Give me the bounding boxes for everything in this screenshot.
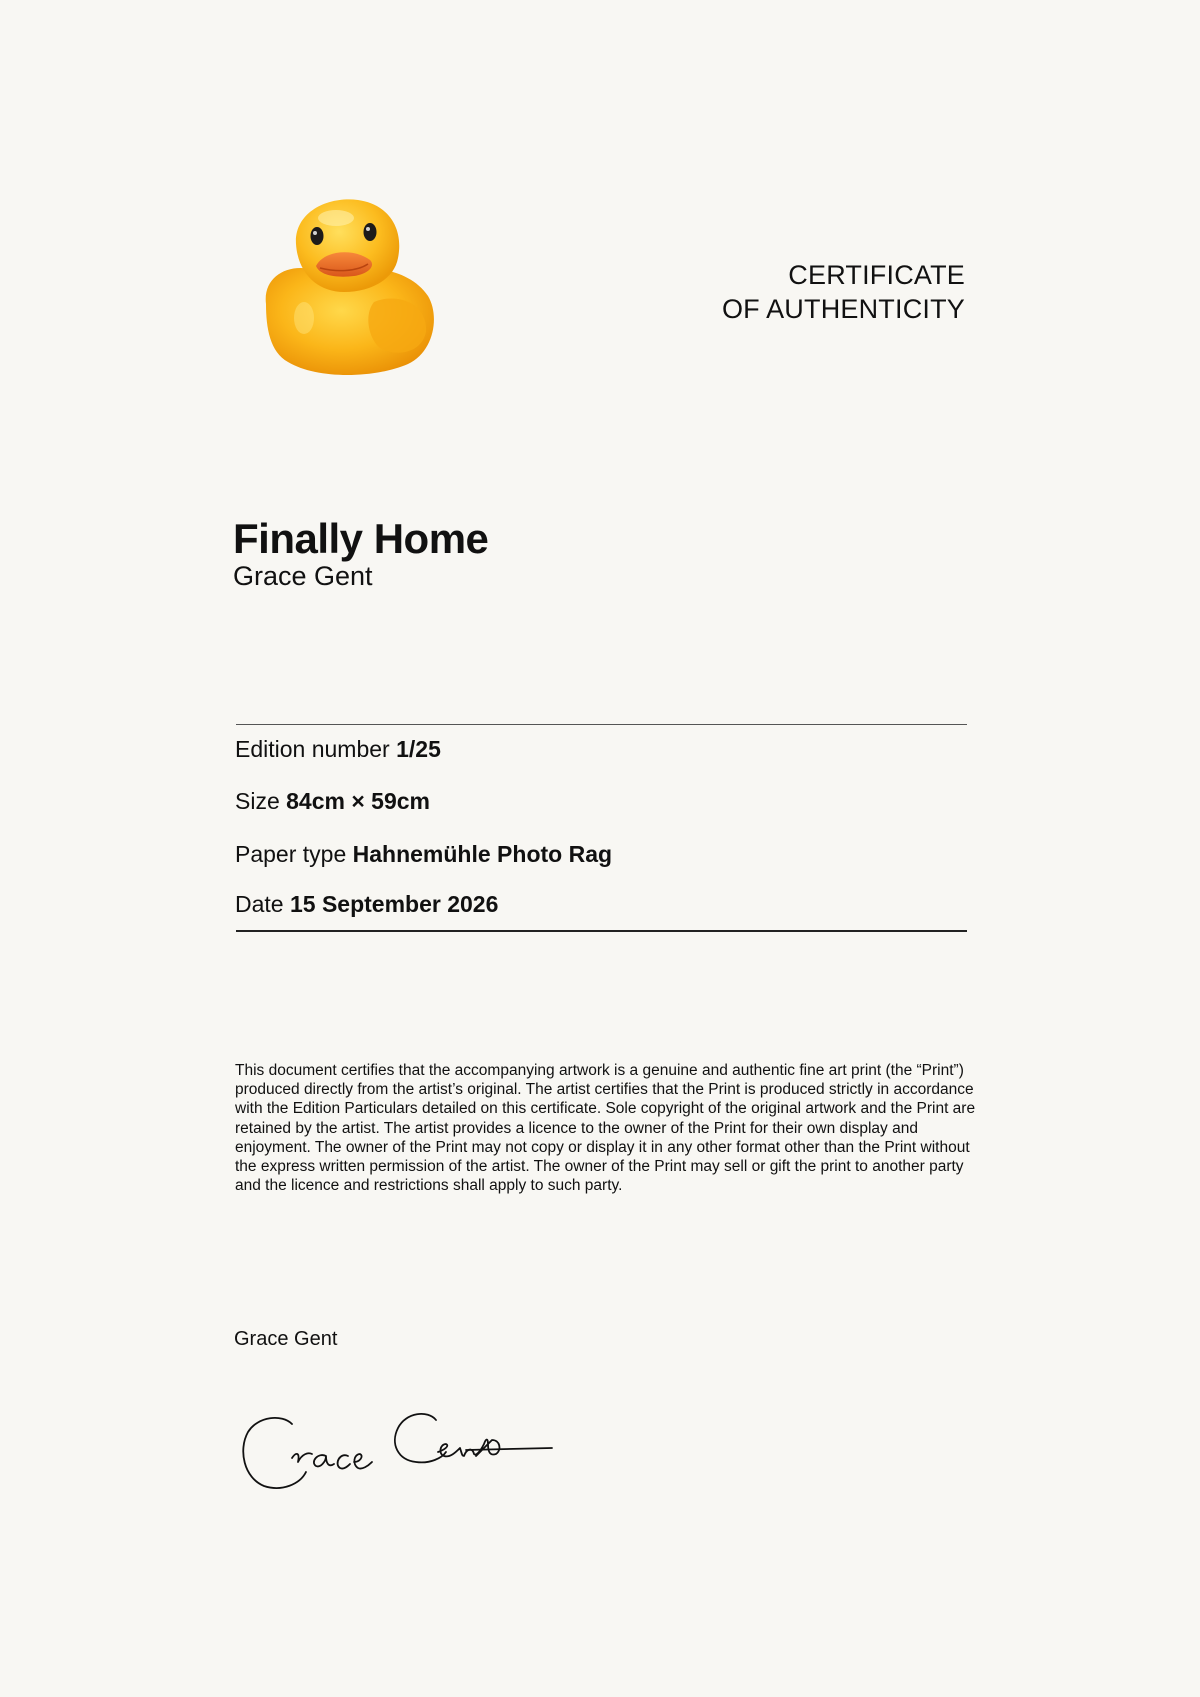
date-label: Date bbox=[235, 891, 284, 917]
signatory-name: Grace Gent bbox=[234, 1328, 338, 1350]
certificate-heading bbox=[722, 258, 965, 326]
certificate-heading-line2: OF AUTHENTICITY bbox=[721, 294, 965, 324]
handwritten-signature bbox=[240, 1410, 570, 1502]
artwork-title: Finally Home bbox=[233, 515, 489, 562]
edition-number-row bbox=[235, 734, 441, 764]
rubber-duck-icon bbox=[258, 192, 448, 382]
certification-statement: This document certifies that the accompanying artwork is a genuine and authentic fine art print (the “Print”) produced directly from the artist’s original. The artist certifies that the Print is produced strictly in accordance with the Edition Particulars detailed on this certificate. Sole copyright of the original artwork and the Print are retained by the artist. The artist provides a licence to the owner of the Print for their own display and enjoyment. The owner of the Print may not copy or display it in any other format other than the Print without the express written permission of the artist. The owner of the Print may sell or gift the print to another party and the licence and restrictions shall apply to such party. bbox=[235, 1062, 976, 1195]
paper-type-value: Hahnemühle Photo Rag bbox=[352, 841, 613, 867]
edition-number-label: Edition number bbox=[235, 736, 390, 762]
date-row bbox=[235, 889, 498, 919]
particulars-bottom-divider bbox=[236, 930, 967, 932]
date-value: 15 September 2026 bbox=[289, 891, 499, 917]
size-value: 84cm × 59cm bbox=[286, 788, 431, 814]
certificate-heading-line1: CERTIFICATE bbox=[788, 260, 965, 290]
edition-number-value: 1/25 bbox=[396, 736, 441, 762]
size-row bbox=[235, 786, 430, 816]
size-label: Size bbox=[235, 788, 280, 814]
paper-type-label: Paper type bbox=[235, 841, 347, 867]
paper-type-row bbox=[235, 839, 612, 869]
particulars-top-divider bbox=[236, 724, 967, 725]
artist-name: Grace Gent bbox=[233, 561, 373, 591]
